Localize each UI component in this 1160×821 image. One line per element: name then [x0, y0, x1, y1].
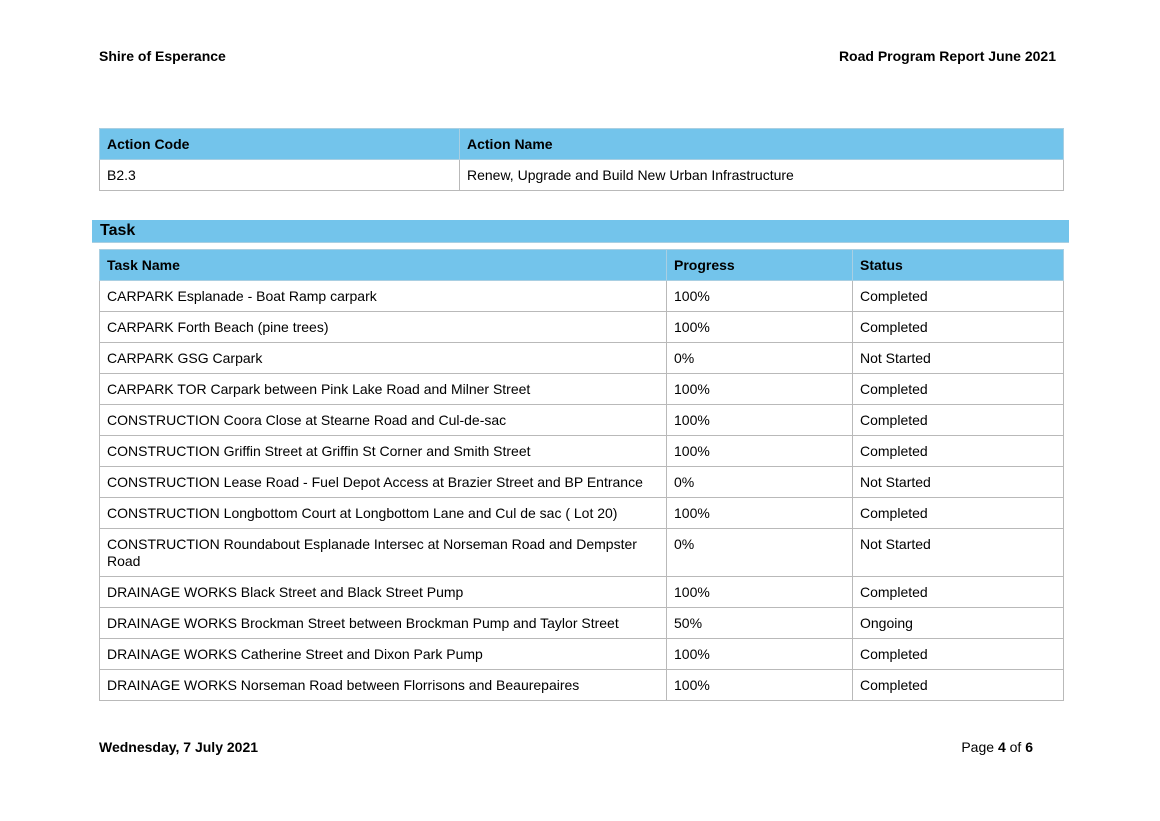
- status-cell: Completed: [853, 374, 1064, 405]
- task-name-cell: DRAINAGE WORKS Norseman Road between Florrisons and Beaurepaires: [100, 670, 667, 701]
- task-table: [99, 249, 1064, 701]
- action-name-header: Action Name: [460, 129, 1064, 160]
- page-current: 4: [997, 739, 1006, 755]
- page-total: 6: [1025, 739, 1033, 755]
- task-row: [100, 529, 1064, 577]
- action-table-header-row: [100, 129, 1064, 160]
- status-cell: Completed: [853, 670, 1064, 701]
- task-table-body: [100, 281, 1064, 701]
- progress-cell: 100%: [667, 281, 853, 312]
- header-report-title: Road Program Report June 2021: [838, 48, 1056, 64]
- task-row: [100, 670, 1064, 701]
- status-cell: Completed: [853, 436, 1064, 467]
- progress-cell: 0%: [667, 529, 853, 577]
- status-cell: Completed: [853, 281, 1064, 312]
- status-cell: Not Started: [853, 467, 1064, 498]
- task-row: [100, 577, 1064, 608]
- header-organization: Shire of Esperance: [99, 48, 226, 64]
- task-name-cell: DRAINAGE WORKS Black Street and Black Street Pump: [100, 577, 667, 608]
- task-row: [100, 498, 1064, 529]
- progress-cell: 100%: [667, 670, 853, 701]
- progress-cell: 50%: [667, 608, 853, 639]
- task-name-cell: DRAINAGE WORKS Catherine Street and Dixon Park Pump: [100, 639, 667, 670]
- status-cell: Completed: [853, 639, 1064, 670]
- progress-cell: 100%: [667, 312, 853, 343]
- progress-cell: 100%: [667, 405, 853, 436]
- progress-cell: 100%: [667, 374, 853, 405]
- task-section-band: [92, 220, 1069, 243]
- status-cell: Completed: [853, 498, 1064, 529]
- page-label: Page: [961, 739, 995, 755]
- task-row: [100, 343, 1064, 374]
- task-section-title: Task: [100, 222, 136, 239]
- action-table-row: [100, 160, 1064, 191]
- task-name-cell: CARPARK TOR Carpark between Pink Lake Road and Milner Street: [100, 374, 667, 405]
- task-name-cell: CARPARK GSG Carpark: [100, 343, 667, 374]
- status-cell: Ongoing: [853, 608, 1064, 639]
- progress-cell: 0%: [667, 467, 853, 498]
- action-code-header: Action Code: [100, 129, 460, 160]
- task-name-cell: DRAINAGE WORKS Brockman Street between Brockman Pump and Taylor Street: [100, 608, 667, 639]
- status-cell: Not Started: [853, 529, 1064, 577]
- task-name-cell: CARPARK Forth Beach (pine trees): [100, 312, 667, 343]
- task-name-cell: CONSTRUCTION Lease Road - Fuel Depot Access at Brazier Street and BP Entrance: [100, 467, 667, 498]
- task-row: [100, 436, 1064, 467]
- progress-cell: 100%: [667, 639, 853, 670]
- task-row: [100, 608, 1064, 639]
- task-name-cell: CARPARK Esplanade - Boat Ramp carpark: [100, 281, 667, 312]
- status-header: Status: [853, 250, 1064, 281]
- task-name-cell: CONSTRUCTION Longbottom Court at Longbottom Lane and Cul de sac ( Lot 20): [100, 498, 667, 529]
- footer-date: Wednesday, 7 July 2021: [99, 739, 259, 755]
- progress-cell: 100%: [667, 577, 853, 608]
- progress-header: Progress: [667, 250, 853, 281]
- action-table: [99, 128, 1064, 191]
- action-code-cell: B2.3: [100, 160, 460, 191]
- task-row: [100, 312, 1064, 343]
- progress-cell: 100%: [667, 436, 853, 467]
- action-name-cell: Renew, Upgrade and Build New Urban Infrastructure: [460, 160, 1064, 191]
- task-name-header: Task Name: [100, 250, 667, 281]
- task-row: [100, 374, 1064, 405]
- task-name-cell: CONSTRUCTION Coora Close at Stearne Road and Cul-de-sac: [100, 405, 667, 436]
- progress-cell: 0%: [667, 343, 853, 374]
- task-name-cell: CONSTRUCTION Griffin Street at Griffin St Corner and Smith Street: [100, 436, 667, 467]
- task-row: [100, 467, 1064, 498]
- status-cell: Not Started: [853, 343, 1064, 374]
- task-table-header-row: [100, 250, 1064, 281]
- task-row: [100, 405, 1064, 436]
- footer-page-number: [961, 739, 1033, 755]
- status-cell: Completed: [853, 405, 1064, 436]
- status-cell: Completed: [853, 312, 1064, 343]
- progress-cell: 100%: [667, 498, 853, 529]
- task-name-cell: CONSTRUCTION Roundabout Esplanade Intersec at Norseman Road and Dempster Road: [100, 529, 667, 577]
- task-row: [100, 281, 1064, 312]
- task-row: [100, 639, 1064, 670]
- page-of: of: [1009, 739, 1022, 755]
- status-cell: Completed: [853, 577, 1064, 608]
